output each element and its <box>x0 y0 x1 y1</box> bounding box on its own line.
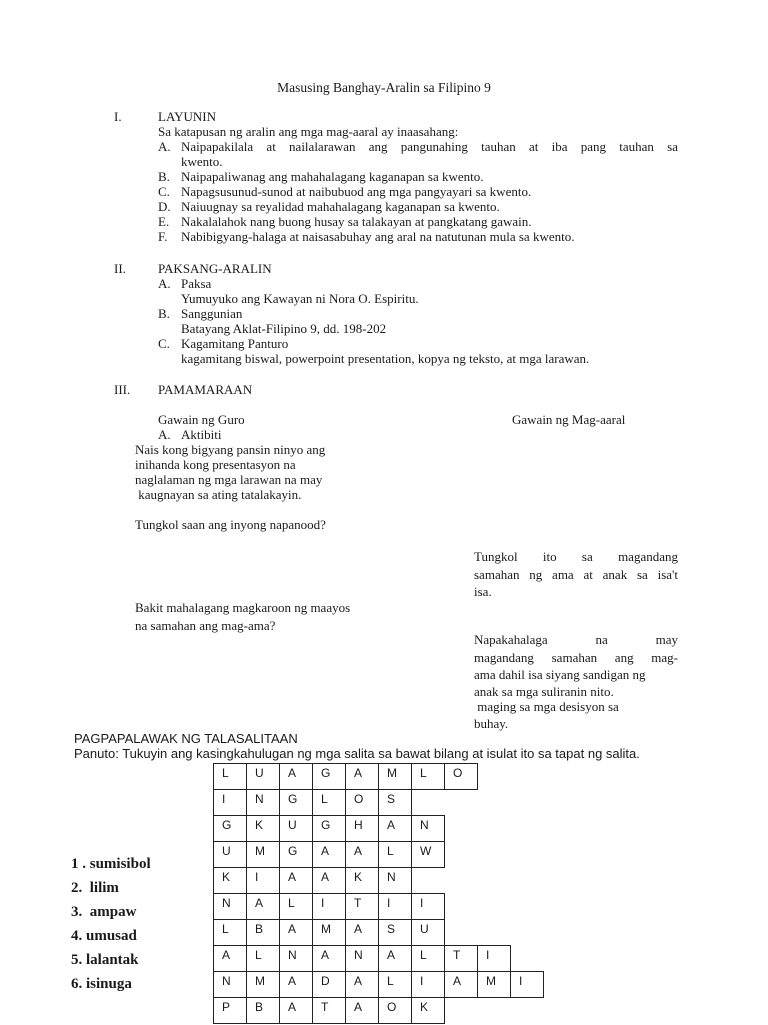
objective-text-cont: kwento. <box>181 154 223 169</box>
student-answer-2-line: Napakahalaga na may <box>474 632 678 647</box>
student-answer-1-line: Tungkol ito sa magandang <box>474 549 678 564</box>
grid-cell: N <box>279 945 313 972</box>
grid-cell: U <box>411 919 445 946</box>
page-title: Masusing Banghay-Aralin sa Filipino 9 <box>277 80 491 95</box>
grid-cell: I <box>213 789 247 816</box>
grid-cell: A <box>279 919 313 946</box>
section-3-numeral: III. <box>114 382 131 397</box>
teacher-column-heading: Gawain ng Guro <box>158 412 245 427</box>
student-answer-1-line: samahan ng ama at anak sa isa't <box>474 567 678 582</box>
activity-label: Aktibiti <box>181 427 222 442</box>
grid-cell: A <box>312 841 346 868</box>
objective-text: Nabibigyang-halaga at naisasabuhay ang aral na natutunan mula sa kwento. <box>181 229 575 244</box>
grid-cell: A <box>312 945 346 972</box>
objective-text: Napagsusunud-sunod at naibubuod ang mga pangyayari sa kwento. <box>181 184 532 199</box>
grid-cell: N <box>246 789 280 816</box>
grid-cell: A <box>345 919 379 946</box>
activity-letter: A. <box>158 427 171 442</box>
grid-cell: M <box>477 971 511 998</box>
grid-cell: O <box>444 763 478 790</box>
student-answer-1-line: isa. <box>474 584 492 599</box>
grid-cell: I <box>510 971 544 998</box>
objective-letter: D. <box>158 199 171 214</box>
grid-cell: A <box>279 971 313 998</box>
grid-cell: I <box>411 971 445 998</box>
topic-label: Paksa <box>181 276 212 291</box>
grid-cell: L <box>213 919 247 946</box>
grid-cell: L <box>411 945 445 972</box>
teacher-instruction-line: kaugnayan sa ating tatalakayin. <box>135 487 302 502</box>
grid-cell: S <box>378 789 412 816</box>
grid-cell: M <box>312 919 346 946</box>
grid-cell: L <box>411 763 445 790</box>
teacher-question-1: Tungkol saan ang inyong napanood? <box>135 517 326 532</box>
grid-cell: I <box>246 867 280 894</box>
objective-letter: A. <box>158 139 171 154</box>
grid-cell: K <box>246 815 280 842</box>
grid-cell: K <box>345 867 379 894</box>
grid-cell: A <box>345 841 379 868</box>
vocabulary-heading: PAGPAPALAWAK NG TALASALITAAN <box>74 731 298 746</box>
grid-cell: H <box>345 815 379 842</box>
grid-cell: G <box>279 789 313 816</box>
grid-cell: G <box>279 841 313 868</box>
grid-cell: N <box>213 893 247 920</box>
objective-text: Naipapakilala at nailalarawan ang pangunahing tauhan at iba pang tauhan sa <box>181 139 678 154</box>
grid-cell: M <box>246 971 280 998</box>
student-answer-2-line: anak sa mga suliranin nito. <box>474 684 614 699</box>
grid-cell: T <box>444 945 478 972</box>
reference-detail: Batayang Aklat-Filipino 9, dd. 198-202 <box>181 321 387 336</box>
grid-cell: A <box>378 945 412 972</box>
teacher-instruction-line: Nais kong bigyang pansin ninyo ang <box>135 442 326 457</box>
reference-label: Sanggunian <box>181 306 243 321</box>
vocab-word: 6. isinuga <box>71 976 132 992</box>
word-search-grid <box>213 763 553 1025</box>
reference-letter: B. <box>158 306 170 321</box>
grid-cell: G <box>312 815 346 842</box>
grid-cell: D <box>312 971 346 998</box>
grid-cell: A <box>345 997 379 1024</box>
grid-cell: A <box>345 971 379 998</box>
grid-cell: N <box>213 971 247 998</box>
objective-letter: E. <box>158 214 170 229</box>
grid-cell: A <box>378 815 412 842</box>
vocab-word: 5. lalantak <box>71 952 139 968</box>
section-1-numeral: I. <box>114 109 122 124</box>
teacher-instruction-line: inihanda kong presentasyon na <box>135 457 296 472</box>
grid-cell: U <box>213 841 247 868</box>
student-answer-2-line: buhay. <box>474 716 509 731</box>
grid-cell: I <box>312 893 346 920</box>
grid-cell: L <box>279 893 313 920</box>
grid-cell: I <box>477 945 511 972</box>
teacher-instruction-line: naglalaman ng mga larawan na may <box>135 472 323 487</box>
materials-label: Kagamitang Panturo <box>181 336 289 351</box>
student-answer-2-line: ama dahil isa siyang sandigan ng <box>474 667 646 682</box>
grid-cell: T <box>345 893 379 920</box>
objective-letter: B. <box>158 169 170 184</box>
grid-cell: A <box>345 763 379 790</box>
objective-text: Naiuugnay sa reyalidad mahahalagang kaganapan sa kwento. <box>181 199 500 214</box>
grid-cell: A <box>213 945 247 972</box>
grid-cell: U <box>246 763 280 790</box>
grid-cell: L <box>378 841 412 868</box>
grid-cell: N <box>345 945 379 972</box>
section-1-heading: LAYUNIN <box>158 109 217 124</box>
grid-cell: M <box>378 763 412 790</box>
grid-cell: G <box>213 815 247 842</box>
student-column-heading: Gawain ng Mag-aaral <box>512 412 626 427</box>
grid-cell: A <box>279 997 313 1024</box>
objective-letter: C. <box>158 184 170 199</box>
grid-cell: A <box>246 893 280 920</box>
grid-cell: L <box>312 789 346 816</box>
student-answer-2-line: magandang samahan ang mag- <box>474 650 678 665</box>
section-2-heading: PAKSANG-ARALIN <box>158 261 272 276</box>
objective-text: Naipapaliwanag ang mahahalagang kaganapan sa kwento. <box>181 169 484 184</box>
vocabulary-instruction: Panuto: Tukuyin ang kasingkahulugan ng mga salita sa bawat bilang at isulat ito sa tapat ng salita. <box>74 746 640 761</box>
teacher-question-2-line: Bakit mahalagang magkaroon ng maayos <box>135 600 351 615</box>
objective-letter: F. <box>158 229 168 244</box>
section-3-heading: PAMAMARAAN <box>158 382 253 397</box>
materials-letter: C. <box>158 336 170 351</box>
vocab-word: 2. lilim <box>71 880 119 896</box>
grid-cell: A <box>444 971 478 998</box>
grid-cell: P <box>213 997 247 1024</box>
grid-cell: S <box>378 919 412 946</box>
grid-cell: U <box>279 815 313 842</box>
materials-detail: kagamitang biswal, powerpoint presentation, kopya ng teksto, at mga larawan. <box>181 351 590 366</box>
grid-cell: O <box>378 997 412 1024</box>
grid-cell: M <box>246 841 280 868</box>
student-answer-2-line: maging sa mga desisyon sa <box>474 699 619 714</box>
grid-cell: K <box>213 867 247 894</box>
grid-cell: B <box>246 997 280 1024</box>
topic-detail: Yumuyuko ang Kawayan ni Nora O. Espiritu. <box>181 291 419 306</box>
grid-cell: A <box>279 867 313 894</box>
teacher-question-2-line: na samahan ang mag-ama? <box>135 618 276 633</box>
vocab-word: 1 . sumisibol <box>71 856 151 872</box>
grid-cell: N <box>411 815 445 842</box>
grid-cell: G <box>312 763 346 790</box>
grid-cell: L <box>378 971 412 998</box>
grid-cell: L <box>246 945 280 972</box>
vocab-word: 3. ampaw <box>71 904 137 920</box>
section-2-numeral: II. <box>114 261 126 276</box>
section-1-intro: Sa katapusan ng aralin ang mga mag-aaral ay inaasahang: <box>158 124 459 139</box>
grid-cell: A <box>312 867 346 894</box>
grid-cell: B <box>246 919 280 946</box>
grid-cell: N <box>378 867 412 894</box>
grid-cell: K <box>411 997 445 1024</box>
grid-cell: O <box>345 789 379 816</box>
topic-letter: A. <box>158 276 171 291</box>
vocab-word: 4. umusad <box>71 928 137 944</box>
grid-cell: A <box>279 763 313 790</box>
grid-cell: L <box>213 763 247 790</box>
grid-cell: I <box>378 893 412 920</box>
grid-cell: T <box>312 997 346 1024</box>
objective-text: Nakalalahok nang buong husay sa talakayan at pangkatang gawain. <box>181 214 532 229</box>
grid-cell: W <box>411 841 445 868</box>
grid-cell: I <box>411 893 445 920</box>
